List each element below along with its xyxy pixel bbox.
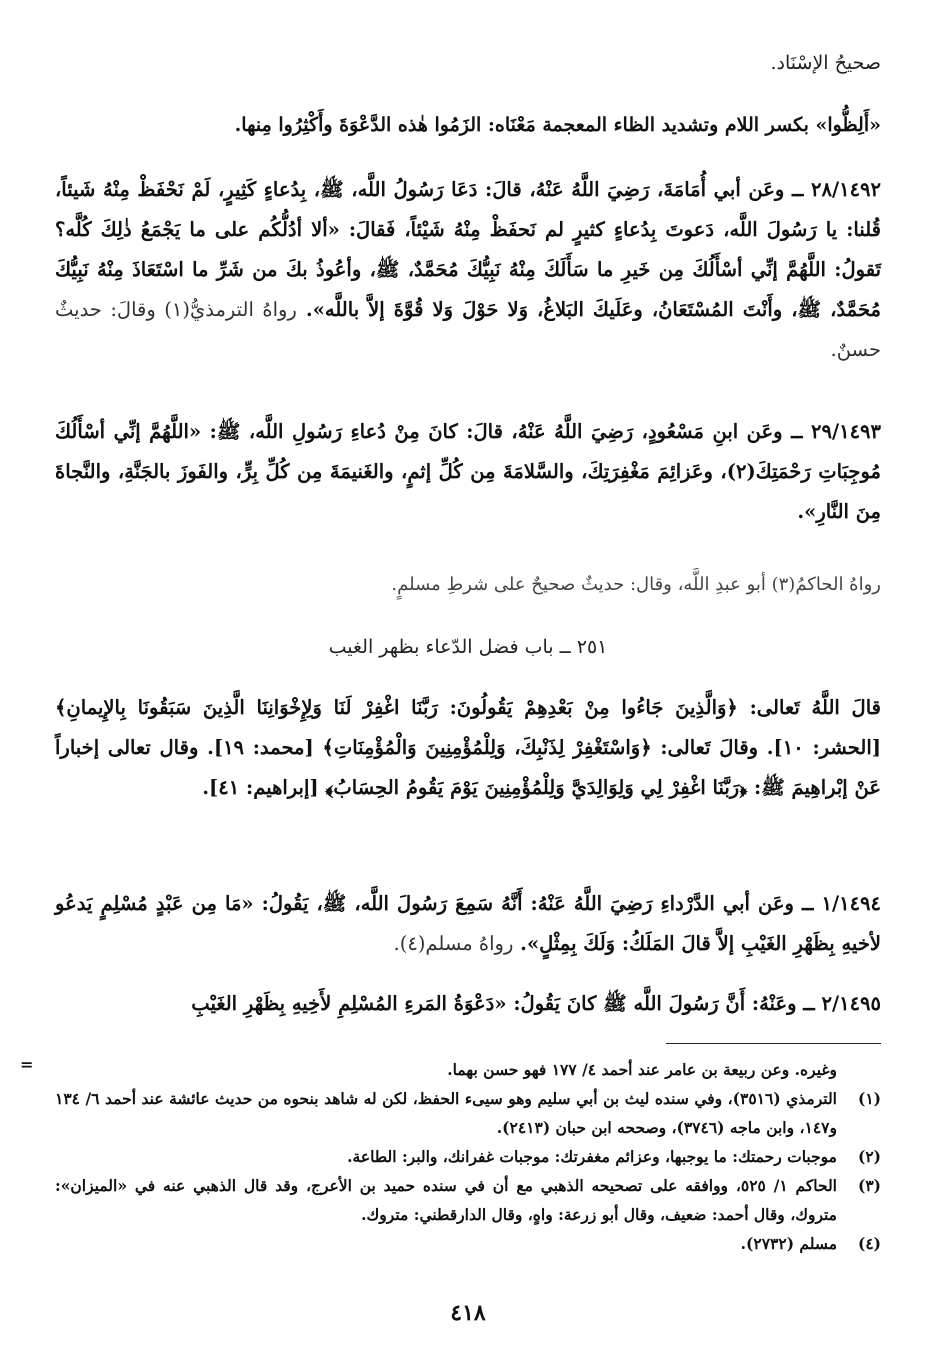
footnotes [55, 1055, 881, 1258]
hadith-1495-text: ٢/١٤٩٥ ــ وعَنْهُ: أَنَّ رَسُولَ اللَّه ﷺ كانَ يَقُولُ: «دَعْوَةُ المَرءِ المُسْلِمِ لأَخِيهِ بِظَهْرِ الغَيْبِ [191, 992, 881, 1015]
hadith-1492-text: ٢٨/١٤٩٢ ــ وعَن أبي أُمَامَةَ، رَضِيَ اللَّهُ عَنْهُ، قالَ: دَعَا رَسُولُ اللَّه، ﷺ، بِدُعاءٍ كَثِيرٍ، لَمْ نَحْفَظْ مِنْهُ شَيئاً، قُلنا: يا رَسُولَ اللَّه، دَعوتَ بِدُعاءٍ كثيرٍ لم نَحفَظْ مِنْهُ شَيْئاً، فَقالَ: «ألا أدُلُّكُم على ما يَجْمَعُ ذٰلِكَ كُلَّه؟ تَقولُ: اللَّهُمَّ إنِّي أسْأَلُكَ مِن خَيرِ ما سَأَلَكَ مِنْهُ نَبِيُّكَ مُحَمَّدٌ، ﷺ، وأعُوذُ بكَ من شَرِّ ما اسْتَعَاذَ مِنْهُ نَبِيُّكَ مُحَمَّدٌ، ﷺ، وأَنْتَ المُسْتَعَانُ، وعَلَيكَ البَلاغُ، وَلا حَوْلَ وَلا قُوَّةَ إلاَّ باللَّه». [55, 178, 881, 321]
footnote-divider [666, 1043, 881, 1044]
footnote-number: (٢) [857, 1147, 881, 1166]
footnote-number: (٣) [857, 1176, 881, 1195]
footnote-continuation-text: وغيره. وعن ربيعة بن عامر عند أحمد ٤/ ١٧٧ فهو حسن بهما. [447, 1060, 837, 1079]
book-page [20, 0, 881, 1370]
footnote-continuation [55, 1055, 881, 1084]
hadith-1492-source: رواهُ الترمذيُّ(١) وقالَ: حديثٌ حسنٌ. [55, 298, 881, 361]
page-number: ٤١٨ [450, 1300, 486, 1326]
hadith-1493-source: رواهُ الحاكمُ(٣) أبو عبدِ اللَّه، وقال: حديثٌ صحيحٌ على شرطِ مسلمٍ. [391, 574, 881, 595]
footnote-1 [55, 1084, 881, 1142]
hadith-1495 [55, 984, 881, 1024]
running-head: صحيحُ الإسْنَاد. [770, 52, 881, 74]
hadith-1492 [55, 170, 881, 370]
footnote-3 [55, 1171, 881, 1229]
footnote-text: الترمذي (٣٥١٦)، وفي سنده ليث بن أبي سليم وهو سيىء الحفظ، لكن له شاهد بنحوه من حديث عائشة عند أحمد ٦/ ١٣٤ و١٤٧، وابن ماجه (٣٧٤٦)، وصححه ابن حبان (٢٤١٣). [55, 1089, 837, 1137]
hadith-1494-text: ١/١٤٩٤ ــ وعَن أبي الدَّرْداءِ رَضِيَ اللَّهُ عَنْهُ: أَنَّهُ سَمِعَ رَسُولَ اللَّه، ﷺ، يَقُولُ: «مَا مِن عَبْدٍ مُسْلِمٍ يَدعُو لأخيهِ بِظَهْرِ الغَيْبِ إلاَّ قالَ المَلَكُ: وَلَكَ بِمِثْلٍ». [55, 892, 881, 955]
hadith-1493 [55, 412, 881, 532]
footnote-number: (١) [857, 1089, 881, 1108]
hadith-1493-text: ٢٩/١٤٩٣ ــ وعَن ابنِ مَسْعُودٍ، رَضِيَ اللَّهُ عَنْهُ، قالَ: كانَ مِنْ دُعاءِ رَسُولِ اللَّه، ﷺ: «اللَّهُمَّ إنِّي أسْأَلُكَ مُوجِبَاتِ رَحْمَتِكَ(٢)، وعَزائِمَ مَغْفِرَتِكَ، والسَّلامَةَ مِن كُلِّ إثمٍ، والغَنيمَةَ مِن كُلِّ بِرٍّ، والفَوزَ بالجَنَّةِ، والنَّجاةَ مِنَ النَّارِ». [55, 420, 881, 523]
intro-paragraph: «أَلِظُّوا» بكسر اللام وتشديد الظاء المعجمة مَعْنَاه: الزَمُوا هٰذه الدَّعْوَةَ وأَكْثِرُوا مِنها. [234, 114, 881, 136]
footnote-continuation-mark: = [20, 1055, 34, 1074]
quran-verses-paragraph: قالَ اللَّهُ تَعالى: ﴿وَالَّذِينَ جَاءُوا مِنْ بَعْدِهِمْ يَقُولُونَ: رَبَّنَا اغْفِرْ لَنَا وَلِإِخْوَانِنَا الَّذِينَ سَبَقُونَا بِالإِيمانِ﴾ [الحشر: ١٠]. وقالَ تَعالى: ﴿وَاسْتَغْفِرْ لِذَنْبِكَ، وَلِلْمُؤْمِنِينَ وَالْمُؤْمِنَاتِ﴾ [محمد: ١٩]. وقال تعالى إخباراً عَنْ إبْراهِيمَ ﷺ: ﴿رَبَّنَا اغْفِرْ لِي وَلِوَالِدَيَّ وَلِلْمُؤْمِنِينَ يَوْمَ يَقُومُ الحِسَابُ﴾ [إبراهيم: ٤١]. [55, 696, 881, 799]
footnote-4 [55, 1229, 881, 1258]
footnote-number: (٤) [857, 1234, 881, 1253]
footnote-2 [55, 1142, 881, 1171]
footnote-text: موجبات رحمتك: ما يوجبها، وعزائم مغفرتك: موجبات غفرانك، والبر: الطاعة. [347, 1147, 837, 1166]
hadith-1494 [55, 884, 881, 964]
footnote-text: مسلم (٢٧٣٢). [740, 1234, 837, 1253]
chapter-title: ٢٥١ ــ باب فضل الدّعاء بظهر الغيب [328, 636, 608, 658]
hadith-1494-source: رواهُ مسلم(٤). [393, 932, 514, 955]
footnote-text: الحاكم ١/ ٥٢٥، ووافقه على تصحيحه الذهبي مع أن في سنده حميد بن الأعرج، وقد قال الذهبي عنه في «الميزان»: متروك، وقال أحمد: ضعيف، وقال أبو زرعة: واهٍ، وقال الدارقطني: متروك. [55, 1176, 837, 1224]
